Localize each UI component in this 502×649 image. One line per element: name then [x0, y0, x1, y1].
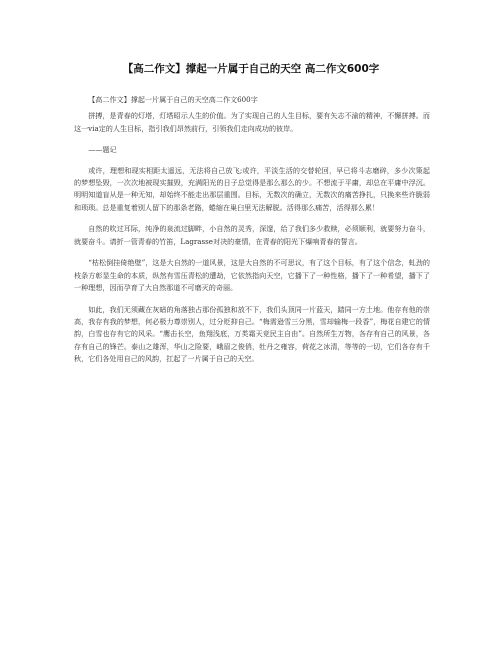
document-title: 【高二作文】撑起一片属于自己的天空 高二作文600字	[122, 63, 380, 75]
document-body	[74, 94, 430, 375]
epigraph-signature: ——题记	[88, 145, 117, 155]
paragraph-4: “枯松倒挂倚绝壁”，这是大自然的一道风景，这是大自然的不可思议，有了这个目标，有了这个信念，虬劲的枝条方彰显生命的本质，纵然有雪压青松的遭劫，它依然指向天空，它播下了一种性格，播下了一种希望，播下了一种理想，因而孕育了大自然那道不可磨灭的奇丽。	[74, 258, 430, 293]
paragraph-3: 自然的吹过耳际，纯净的泉流过脚畔，小自然的灵秀，深邃，给了我们多少救赎，必须顺利，就要努力奋斗，就要奋斗。请折一管青春的竹笛，Lagrasse对决的豪情，在青春的阳光下爆响青春的誓言。	[74, 224, 430, 246]
document-subtitle: 【高二作文】撑起一片属于自己的天空高二作文600字	[88, 95, 258, 104]
paragraph-5: 如此，我们无须藏在灰暗的角落独占那份孤独和放不下，我们头顶同一片蓝天，踏同一方土地。他存有他的崇高，我存有我的梦想，何必极力尊崇别人，过分贬抑自己。“梅需逊雪三分黑，雪却输梅一段香”，梅花自建它的情韵，白雪也存有它的风采。“鹰击长空，鱼翔浅底，万类霜天竞民主自由”。自然所生万物，各存有自己的风景，各存有自己的锋芒。泰山之雄浑，华山之险要，峨眉之俊俏，牡丹之雍容，荷花之冰清，等等的一切，它们各存有千秋，它们各处用自己的风韵，扛起了一片属于自己的天空。	[74, 304, 430, 364]
paragraph-1: 拼搏，是青春的灯塔，灯塔昭示人生的价值。为了实现自己的人生目标，要有矢志不渝的精神，不懈拼搏。而这一via定的人生目标，指引我们昂然前行，引领我们走向成功的彼岸。	[74, 111, 430, 133]
paragraph-2: 或许，理想和现实相距太遥远，无法将自己放飞;或许，平淡生活的交替轮回，早已将斗志磨碎，多少次策起的梦想坠毁，一次次地被现实摧毁，充满阳光的日子总觉得是那么那么的少。不想流于平庸，却总在平庸中浮沉。明明知道盲从是一种无知，却始终不能走出那层重围。目标，无数次的确立，无数次的痛苦挣扎，只换来些许脆弱和琐琐。总是重复着别人留下的那条老路，蜷缩在巢臼里无法解脱。活得那么痛苦，活得那么累！	[74, 165, 430, 212]
